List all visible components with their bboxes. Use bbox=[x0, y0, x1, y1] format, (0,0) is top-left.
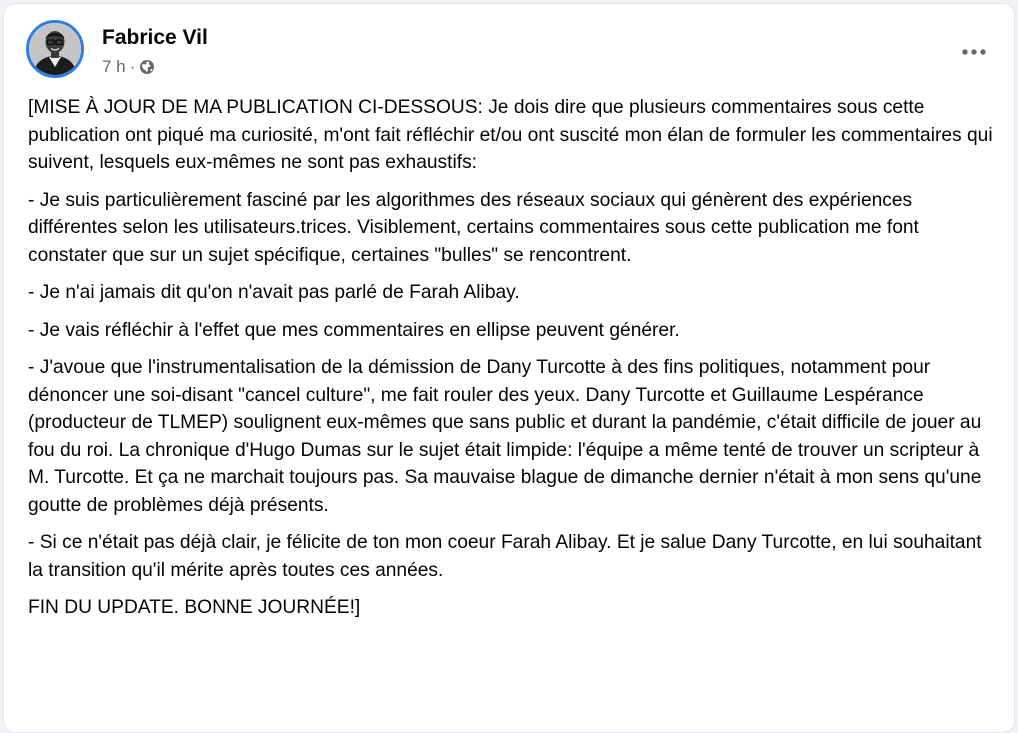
post-paragraph: - Si ce n'était pas déjà clair, je félicite de ton mon coeur Farah Alibay. Et je salue Dany Turcotte, en lui souhaitant la transition qu'il mérite après toutes ces années. bbox=[28, 532, 982, 581]
post-paragraph: - J'avoue que l'instrumentalisation de la démission de Dany Turcotte à des fins politiques, notamment pour dénoncer une soi-disant "cancel culture", me fait rouler des yeux. Dany Turcotte et Guillaume Lespérance (producteur de TLMEP) soulignent eux-mêmes que sans public et durant la pandémie, c'était difficile de jouer au fou du roi. La chronique d'Hugo Dumas sur le sujet était limpide: l'équipe a même tenté de trouver un scripteur à M. Turcotte. Et ça ne marchait toujours pas. Sa mauvaise blague de dimanche dernier n'était à mon sens qu'une goutte de problèmes déjà présents. bbox=[28, 357, 982, 516]
globe-icon[interactable] bbox=[139, 59, 155, 75]
author-name[interactable]: Fabrice Vil bbox=[102, 26, 208, 49]
post-timestamp[interactable]: 7 h bbox=[102, 57, 126, 76]
post-paragraph: [MISE À JOUR DE MA PUBLICATION CI-DESSOUS: Je dois dire que plusieurs commentaires sous cette publication ont piqué ma curiosité, m'ont fait réfléchir et/ou ont suscité mon élan de formuler les commentaires qui suivent, lesquels eux-mêmes ne sont pas exhaustifs: bbox=[28, 97, 993, 173]
post-paragraph: - Je suis particulièrement fasciné par les algorithmes des réseaux sociaux qui génèrent des expériences différentes selon les utilisateurs.trices. Visiblement, certains commentaires sous cette publication me font constater que sur un sujet spécifique, certaines "bulles" se rencontrent. bbox=[28, 189, 919, 266]
more-options-button[interactable] bbox=[956, 34, 992, 70]
post-paragraph: FIN DU UPDATE. BONNE JOURNÉE!] bbox=[28, 597, 361, 618]
avatar-photo bbox=[29, 23, 81, 75]
post-meta bbox=[102, 57, 155, 77]
post-card bbox=[3, 3, 1015, 733]
post-paragraph: - Je n'ai jamais dit qu'on n'avait pas parlé de Farah Alibay. bbox=[28, 282, 520, 303]
meta-separator: · bbox=[129, 57, 136, 76]
post-paragraph: - Je vais réfléchir à l'effet que mes commentaires en ellipse peuvent générer. bbox=[28, 319, 680, 341]
avatar[interactable] bbox=[26, 20, 84, 78]
post-header bbox=[26, 20, 994, 80]
more-horizontal-icon bbox=[961, 48, 987, 56]
post-text bbox=[28, 94, 998, 632]
